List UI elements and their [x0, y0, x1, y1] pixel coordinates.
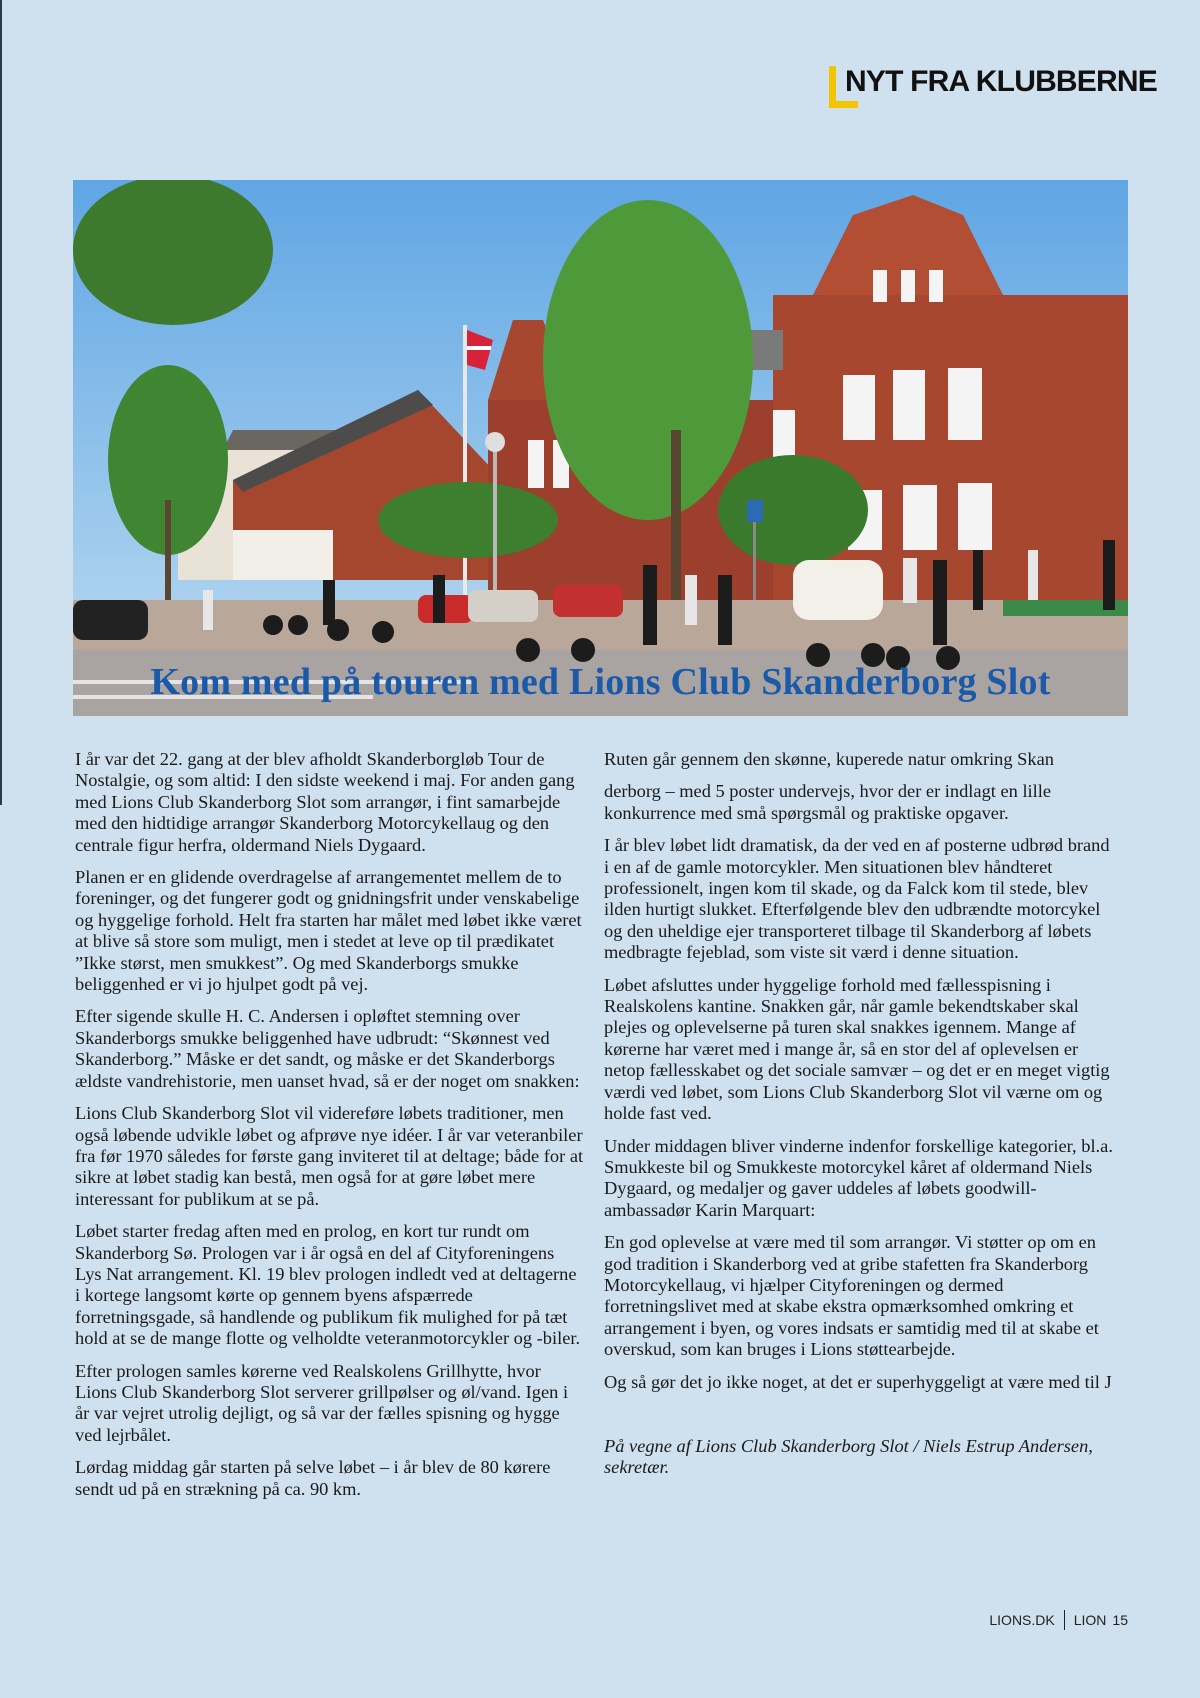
section-header — [829, 64, 1157, 110]
paragraph: derborg – med 5 poster undervejs, hvor der er indlagt en lille konkurrence med små spørgsmål og praktiske opgaver. — [604, 781, 1052, 823]
paragraph: I år blev løbet lidt dramatisk, da der ved en af posterne udbrød brand i en af de gamle motorcykler. Men situationen blev håndteret professionelt, ingen kom til skade, og da Falck kom til stede, blev ilden hurtigt slukket. Efterfølgende blev den udbrændte motorcykel og den uheldige ejer transporteret tilbage til Skanderborg af løbets medbragte fejeblad, som viste sit værd i denne situation. — [604, 835, 1110, 963]
paragraph: Løbet starter fredag aften med en prolog, en kort tur rundt om Skanderborg Sø. Prologen var i år også en del af Cityforeningens Lys Nat arrangement. Kl. 19 blev prologen indledt ved at deltagerne i kortege langsomt kørte op gennem byens afspærrede forretningsgade, så handlende og publikum fik mulighed for på tæt hold at se de mange flotte og velholdte veteranmotorcykler og -biler. — [75, 1221, 581, 1349]
paragraph: Planen er en glidende overdragelse af arrangementet mellem de to foreninger, og det fungerer godt og gnidningsfrit under venskabelige og hyggelige forhold. Helt fra starten har målet med løbet ikke været at blive så store som muligt, men i stedet at leve op til prædikatet ”Ikke størst, men smukkest”. Og med Skanderborgs smukke beliggenhed er vi jo hjulpet godt på vej. — [75, 867, 582, 995]
paragraph: Lørdag middag går starten på selve løbet – i år blev de 80 kørere sendt ud på en strækning på ca. 90 km. — [75, 1457, 551, 1499]
footer-magazine: LION — [1073, 1612, 1107, 1628]
paragraph: Løbet afsluttes under hyggelige forhold med fællesspisning i Realskolens kantine. Snakken går, når gamle bekendtskaber skal plejes og oplevelserne på turen skal snakkes igennem. Mange af kørerne har været med i mange år, så en stor del af oplevelsen er netop fællesskabet og det sociale samvær – og det er en meget vigtig værdi ved løbet, som Lions Club Skanderborg Slot vil værne om og holde fast ved. — [604, 974, 1110, 1124]
paragraph: Lions Club Skanderborg Slot vil videreføre løbets traditioner, men også løbende udvikle løbet og afprøve nye idéer. I år var veteranbiler fra før 1970 således for første gang inviteret til at deltage; både for at sikre at løbet stadig kan bestå, men også for at gøre løbet mere interessant for publikum at se på. — [75, 1103, 584, 1209]
page-number: 15 — [1112, 1612, 1128, 1628]
paragraph: I år var det 22. gang at der blev afholdt Skanderborgløb Tour de Nostalgie, og som altid: I den sidste weekend i maj. For anden gang med Lions Club Skanderborg Slot som arrangør, i fint samarbejde med den hidtidige arrangør Skanderborg Motorcykellaug og den centrale figur herfra, oldermand Niels Dygaard. — [75, 749, 575, 855]
hero-photo — [73, 180, 1128, 716]
article-column-left — [75, 749, 585, 1511]
page-edge-strip — [0, 0, 2, 805]
author-signature: På vegne af Lions Club Skanderborg Slot / Niels Estrup Andersen, sekretær. — [604, 1435, 1093, 1478]
paragraph: Ruten går gennem den skønne, kuperede natur omkring Skan — [604, 749, 1054, 769]
paragraph: Og så gør det jo ikke noget, at det er superhyggeligt at være med til J — [604, 1371, 1112, 1392]
paragraph: Under middagen bliver vinderne indenfor forskellige kategorier, bl.a. Smukkeste bil og Smukkeste motorcykel kåret af oldermand Niels Dygaard, og medaljer og gaver uddeles af løbets goodwill-ambassadør Karin Marquart: — [604, 1135, 1113, 1220]
hero-photo-illustration — [73, 180, 1128, 716]
paragraph: Efter prologen samles kørerne ved Realskolens Grillhytte, hvor Lions Club Skanderborg Slot serverer grillpølser og øl/vand. Igen i år var vejret utrolig dejligt, og så var der fælles spisning og hygge ved lejrbålet. — [75, 1360, 569, 1445]
article-column-right — [604, 749, 1114, 1490]
page-footer — [989, 1610, 1128, 1630]
section-label: NYT FRA KLUBBERNE — [845, 65, 1157, 98]
footer-site: LIONS.DK — [989, 1612, 1055, 1628]
paragraph: En god oplevelse at være med til som arrangør. Vi støtter op om en god tradition i Skanderborg ved at gribe stafetten fra Skanderborg Motorcykellaug, vi hjælper Cityforeningen og dermed forretningslivet med at skabe ekstra opmærksomhed omkring et arrangement i byen, og vores indsats er samtidig med til at skabe et overskud, som kan bruges i Lions støttearbejde. — [604, 1232, 1099, 1360]
paragraph: Efter sigende skulle H. C. Andersen i opløftet stemning over Skanderborgs smukke beliggenhed have udbrudt: “Skønnest ved Skanderborg.” Måske er det sandt, og måske er det Skanderborgs ældste vandrehistorie, men uanset hvad, så er der noget om snakken: — [75, 1006, 580, 1091]
footer-divider — [1064, 1610, 1065, 1630]
article-headline: Kom med på touren med Lions Club Skanderborg Slot — [150, 661, 1051, 703]
